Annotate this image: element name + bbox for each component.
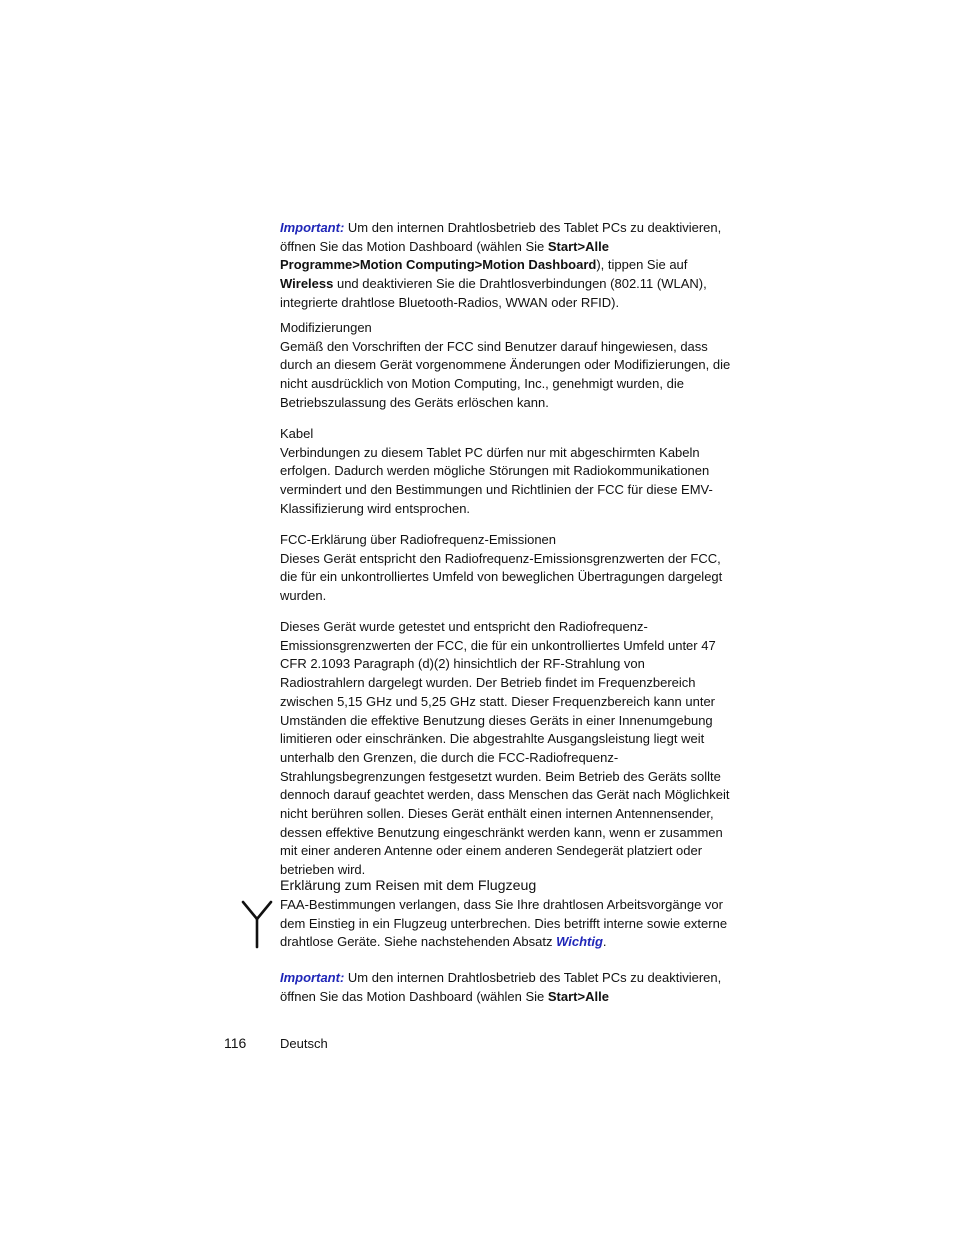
important-text: Um den internen Drahtlosbetrieb des Tablet PCs zu deaktivieren, öffnen Sie das Motion Dashboard (wählen Sie [280, 220, 722, 254]
wichtig-link[interactable]: Wichtig [556, 934, 603, 950]
section-body: Verbindungen zu diesem Tablet PC dürfen nur mit abgeschirmten Kabeln erfolgen. Dadurch werden mögliche Störungen mit Radiokommunikationen vermindert und den Bestimmungen und Richtlinien der FCC für diese EMV-Klassifizierung wird entsprochen. [280, 444, 713, 516]
important-text: ), tippen Sie auf [596, 257, 688, 273]
section-heading: Modifizierungen [280, 320, 372, 335]
rf-emissions-section [280, 531, 732, 606]
important-label: Important: [280, 970, 345, 985]
menu-path: Start>Alle [547, 988, 609, 1004]
paragraph-text: Dieses Gerät wurde getestet und entspricht den Radiofrequenz-Emissionsgrenzwerten der FCC, die für ein unkontrolliertes Umfeld unter 47 CFR 2.1093 Paragraph (d)(2) hinsichtlich der RF-Strahlung von Radiostrahlern dargelegt wurden. Der Betrieb findet im Frequenzbereich zwischen 5,15 GHz und 5,25 GHz statt. Dieser Frequenzbereich kann unter Umständen die effektive Benutzung dieses Geräts in einer Innenumgebung limitieren oder einschränken. Die abgestrahlte Ausgangsleistung liegt weit unterhalb den Grenzen, die durch die FCC-Radiofrequenz-Strahlungsbegrenzungen festgesetzt wurden. Beim Betrieb des Geräts sollte dennoch darauf geachtet werden, dass Menschen das Gerät nach Möglichkeit nicht berühren sollen. Dieses Gerät enthält einen internen Antennensender, dessen effektive Benutzung eingeschränkt werden kann, wenn er zusammen mit einer anderen Antenne oder einem anderen Sendegerät platziert oder betrieben wird. [280, 619, 730, 878]
important-text: Um den internen Drahtlosbetrieb des Tablet PCs zu deaktivieren, öffnen Sie das Motion Dashboard (wählen Sie [280, 970, 722, 1004]
important-text: und deaktivieren Sie die Drahtlosverbindungen (802.11 (WLAN), integrierte drahtlose Bluetooth-Radios, WWAN oder RFID). [280, 276, 707, 310]
section-body-end: . [602, 934, 607, 950]
section-heading: FCC-Erklärung über Radiofrequenz-Emissionen [280, 532, 557, 547]
important-label: Important: [280, 220, 345, 235]
page-number: 116 [224, 1035, 247, 1051]
wireless-label: Wireless [280, 276, 334, 292]
footer-language: Deutsch [280, 1036, 328, 1051]
section-body: Gemäß den Vorschriften der FCC sind Benutzer darauf hingewiesen, dass durch an diesem Gerät vorgenommene Änderungen oder Modifizierungen, die nicht ausdrücklich von Motion Computing, Inc., genehmigt wurden, die Betriebszulassung des Geräts erlöschen kann. [280, 338, 731, 410]
section-heading: Kabel [280, 426, 314, 441]
modifications-section [280, 319, 732, 413]
flight-section [280, 877, 732, 952]
important-note-2 [280, 969, 732, 1006]
section-body: FAA-Bestimmungen verlangen, dass Sie Ihre drahtlosen Arbeitsvorgänge vor dem Einstieg in ein Flugzeug unterbrechen. Dies betrifft interne sowie externe drahtlose Geräte. Siehe nachstehenden Absatz [280, 897, 728, 950]
important-note-1 [280, 219, 732, 313]
section-heading: Erklärung zum Reisen mit dem Flugzeug [280, 878, 537, 894]
menu-path: Start>Alle Programme>Motion Computing>Motion Dashboard [280, 238, 609, 273]
antenna-icon [240, 899, 274, 949]
section-body: Dieses Gerät entspricht den Radiofrequenz-Emissionsgrenzwerten der FCC, die für ein unkontrolliertes Umfeld von beweglichen Übertragungen dargelegt wurden. [280, 550, 723, 604]
rf-test-paragraph [280, 618, 732, 880]
cables-section [280, 425, 732, 519]
